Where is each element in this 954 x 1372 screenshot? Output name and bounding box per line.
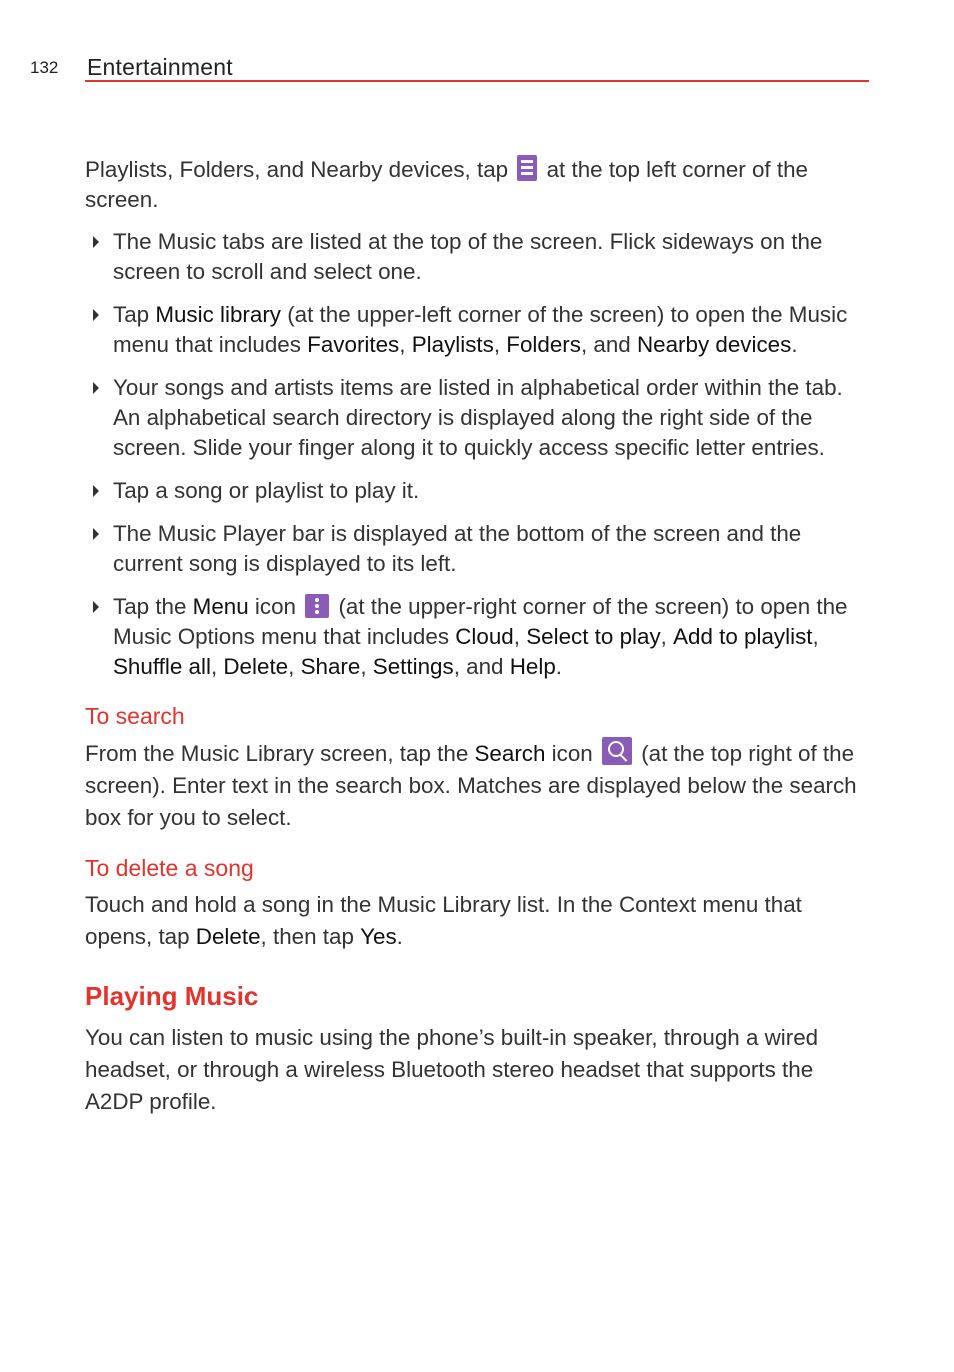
playing-music-heading: Playing Music bbox=[85, 981, 259, 1011]
intro-paragraph: Playlists, Folders, and Nearby devices, tap at the top left corner of the screen. bbox=[85, 157, 808, 212]
page-header bbox=[0, 0, 954, 90]
menu-dots-icon bbox=[305, 594, 329, 618]
list-item: The Music tabs are listed at the top of the screen. Flick sideways on the screen to scroll and select one. bbox=[85, 227, 875, 287]
to-search-heading: To search bbox=[85, 703, 185, 729]
list-item: Tap the Menu icon (at the upper-right corner of the screen) to open the Music Options menu that includes Cloud, Select to play, Add to playlist, Shuffle all, Delete, Share, Settings, and Help. bbox=[85, 592, 875, 682]
to-delete-paragraph: Touch and hold a song in the Music Library list. In the Context menu that opens, tap Delete, then tap Yes. bbox=[85, 892, 802, 949]
bullet-arrow-icon bbox=[93, 382, 99, 394]
bullet-list bbox=[85, 227, 875, 682]
menu-list-icon bbox=[517, 155, 537, 181]
bullet-arrow-icon bbox=[93, 528, 99, 540]
bullet-arrow-icon bbox=[93, 236, 99, 248]
bullet-arrow-icon bbox=[93, 309, 99, 321]
bullet-arrow-icon bbox=[93, 485, 99, 497]
page-content bbox=[85, 155, 875, 1118]
list-item: Your songs and artists items are listed in alphabetical order within the tab. An alphabetical search directory is displayed along the right side of the screen. Slide your finger along it to quickly access specific letter entries. bbox=[85, 373, 875, 463]
search-icon bbox=[602, 737, 632, 765]
list-item: Tap a song or playlist to play it. bbox=[85, 476, 875, 506]
bullet-arrow-icon bbox=[93, 601, 99, 613]
playing-music-paragraph: You can listen to music using the phone’s built-in speaker, through a wired headset, or through a wireless Bluetooth stereo headset that supports the A2DP profile. bbox=[85, 1025, 819, 1114]
to-search-paragraph: From the Music Library screen, tap the Search icon (at the top right of the screen). Enter text in the search box. Matches are displayed below the search box for you to select. bbox=[85, 737, 875, 834]
to-delete-heading: To delete a song bbox=[85, 855, 254, 881]
page-number: 132 bbox=[30, 58, 59, 77]
list-item: Tap Music library (at the upper-left corner of the screen) to open the Music menu that includes Favorites, Playlists, Folders, and Nearby devices. bbox=[85, 300, 875, 360]
section-title: Entertainment bbox=[87, 54, 233, 80]
list-item: The Music Player bar is displayed at the bottom of the screen and the current song is displayed to its left. bbox=[85, 519, 875, 579]
header-divider bbox=[85, 80, 869, 82]
